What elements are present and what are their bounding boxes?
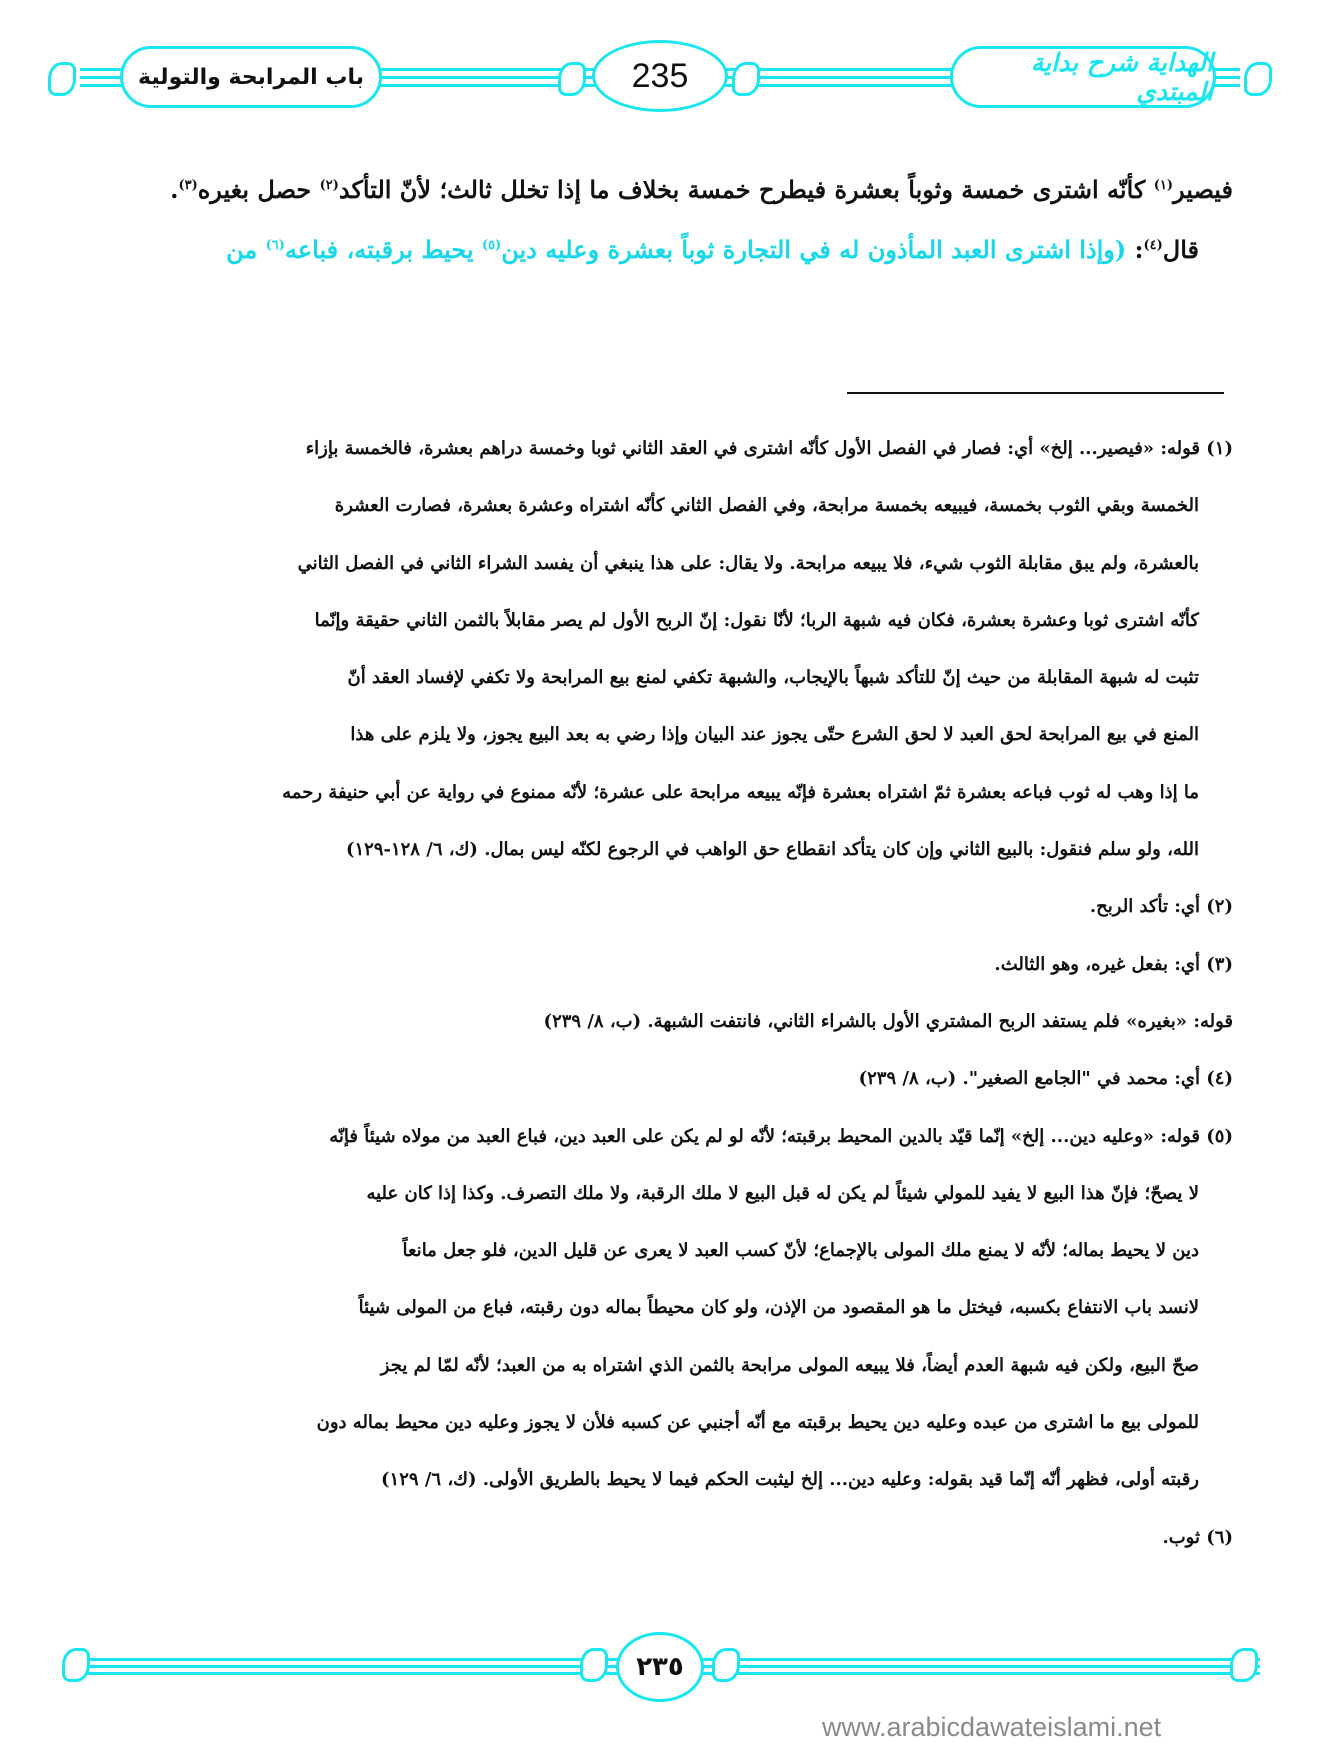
main-paragraph-2 (88, 220, 1233, 280)
page-footer (60, 1632, 1260, 1702)
footnote-text: أي: بفعل غيره، وهو الثالث. (994, 953, 1200, 975)
matn-text: يحيط برقبته، فباعه (284, 235, 482, 264)
page-number: 235 (631, 56, 689, 95)
footnote-line: دين لا يحيط بماله؛ لأنّه لا يمنع ملك المولى بالإجماع؛ لأنّ كسب العبد لا يعرى عن قليل الدين، فلو جعل مانعاً (402, 1240, 1199, 1262)
footnotes (88, 420, 1233, 1566)
footnote-line: لانسد باب الانتفاع بكسبه، فيختل ما هو المقصود من الإذن، ولو كان محيطاً بماله دون رقبته، فباع من المولى شيئاً (358, 1297, 1199, 1319)
ornament-center-right-icon (732, 62, 760, 96)
footnote-line: تثبت له شبهة المقابلة من حيث إنّ للتأكد شبهاً بالإيجاب، والشبهة تكفي لمنع بيع المرابحة ولا تكفي لإفساد العقد أنّ (347, 667, 1199, 689)
footnote-label: (٣) (1206, 953, 1233, 975)
matn-text: (وإذا اشترى العبد المأذون له في التجارة ثوباً بعشرة وعليه دين (501, 235, 1127, 264)
matn-text: من (226, 235, 266, 264)
text-run: . (170, 175, 179, 204)
footnote-1 (88, 420, 1233, 878)
footnote-line: لا يصحّ؛ فإنّ هذا البيع لا يفيد للمولي شيئاً لم يكن له قبل البيع لا ملك الرقبة، ولا ملك التصرف. وكذا إذا كان عليه (366, 1182, 1199, 1204)
footnote-label: (١) قوله: «فيصير... إلخ» (1039, 438, 1233, 459)
footnote-6 (88, 1509, 1233, 1566)
ornament-center-left-icon (558, 62, 586, 96)
footnote-text: أي: محمد في "الجامع الصغير". (ب، ٨/ ٢٣٩) (858, 1068, 1200, 1090)
footnote-label: (٤) (1206, 1068, 1233, 1090)
footer-page-medallion (616, 1632, 704, 1702)
text-run: كأنّه اشترى خمسة وثوباً بعشرة فيطرح خمسة بخلاف ما إذا تخلل ثالث؛ لأنّ التأكد (338, 175, 1154, 204)
book-title: الهداية شرح بداية المبتدي (1030, 48, 1213, 106)
footnote-ref-2[interactable]: (٢) (319, 178, 339, 193)
qal-word: قال (1162, 235, 1199, 264)
footnote-4 (88, 1050, 1233, 1107)
text-run: : (1126, 235, 1144, 264)
footnote-text: فلم يستفد الربح المشتري الأول بالشراء الثاني، فانتفت الشبهة. (ب، ٨/ ٢٣٩) (543, 1010, 1120, 1032)
website-watermark: www.arabicdawateislami.net (822, 1712, 1162, 1742)
footnote-line: صحّ البيع، ولكن فيه شبهة العدم أيضاً، فلا يبيعه المولى مرابحة بالثمن الذي اشتراه به من العبد؛ لأنّه لمّا لم يجز (380, 1354, 1199, 1376)
ornament-left-end-icon (62, 1648, 90, 1682)
footnote-line: للمولى بيع ما اشترى من عبده وعليه دين يحيط برقبته مع أنّه أجنبي عن كسبه فلأن لا يجوز وعليه دين محيط بماله دون (316, 1412, 1199, 1434)
footnote-ref-3[interactable]: (٣) (178, 178, 198, 193)
footnote-line: الخمسة وبقي الثوب بخمسة، فيبيعه بخمسة مرابحة، وفي الفصل الثاني كأنّه اشتراه وعشرة بعشرة، فصارت العشرة (334, 495, 1199, 517)
footer-page-number: ٢٣٥ (636, 1652, 684, 1682)
main-paragraph-1 (88, 160, 1233, 220)
book-title-cartouche (950, 46, 1216, 108)
footnote-3-commentary (88, 993, 1233, 1050)
page-number-medallion (592, 40, 728, 112)
footnote-label: (٥) قوله: «وعليه دين... إلخ» (1010, 1125, 1233, 1147)
text-run: حصل بغيره (197, 175, 320, 204)
footnote-line (88, 1108, 1233, 1165)
footnote-line: المنع في بيع المرابحة لحق العبد لا لحق الشرع حتّى يجوز عند البيان وإذا رضي به بعد البيع يجوز، ولا يلزم على هذا (350, 724, 1199, 746)
footnote-ref-6[interactable]: (٦) (265, 238, 285, 253)
footnote-2 (88, 878, 1233, 935)
page-header (40, 40, 1280, 112)
footnote-ref-4[interactable]: (٤) (1143, 238, 1163, 253)
footnote-text: إنّما قيّد بالدين المحيط برقبته؛ لأنّه لو لم يكن على العبد دين، فباع العبد من مولاه شيئاً فإنّه (329, 1125, 1005, 1147)
footnote-line: الله، ولو سلم فنقول: بالبيع الثاني وإن كان يتأكد انقطاع حق الواهب في الرجوع لكنّه ليس بمال. (ك، ٦/ ١٢٨-١٢٩) (345, 839, 1199, 861)
footnote-line: كأنّه اشترى ثوبا وعشرة بعشرة، فكان فيه شبهة الربا؛ لأنّا نقول: إنّ الربح الأول لم يصر مقابلاً بالثمن الثاني حقيقة وإنّما (314, 609, 1199, 631)
ornament-right-end-icon (1230, 1648, 1258, 1682)
footnote-5 (88, 1108, 1233, 1509)
footnote-text: أي: تأكد الربح. (1089, 896, 1200, 918)
footnote-line: ما إذا وهب له ثوب فباعه بعشرة ثمّ اشتراه بعشرة فإنّه يبيعه مرابحة على عشرة؛ لأنّه ممنوع في رواية عن أبي حنيفة رحمه (282, 781, 1199, 803)
footnote-text: أي: فصار في الفصل الأول كأنّه اشترى في العقد الثاني ثوبا وخمسة دراهم بعشرة، فالخمسة بإزاء (305, 438, 1034, 459)
ornament-right-end-icon (1244, 62, 1272, 96)
footnote-label: (٦) (1206, 1526, 1233, 1548)
chapter-title: باب المرابحة والتولية (137, 64, 364, 90)
ornament-left-end-icon (48, 62, 76, 96)
chapter-title-cartouche (120, 46, 382, 108)
main-text (88, 160, 1233, 280)
text-run: فيصير (1172, 175, 1233, 204)
footnote-line: رقبته أولى، فظهر أنّه إنّما قيد بقوله: وعليه دين... إلخ ليثبت الحكم فيما لا يحيط بالطريق الأولى. (ك، ٦/ ١٢٩) (381, 1469, 1199, 1491)
ornament-center-right-icon (712, 1648, 740, 1682)
footnote-label: قوله: «بغيره» (1126, 1010, 1233, 1032)
footnote-text: ثوب. (1162, 1526, 1200, 1548)
footnote-separator (847, 392, 1224, 394)
footnote-3 (88, 936, 1233, 993)
footnote-label: (٢) (1206, 896, 1233, 918)
footnote-line: بالعشرة، ولم يبق مقابلة الثوب شيء، فلا يبيعه مرابحة. ولا يقال: على هذا ينبغي أن يفسد الشراء الثاني في الفصل الثاني (297, 552, 1199, 574)
footnote-line (88, 420, 1233, 477)
ornament-center-left-icon (580, 1648, 608, 1682)
footnote-ref-5[interactable]: (٥) (481, 238, 502, 253)
footnote-ref-1[interactable]: (١) (1153, 178, 1173, 193)
